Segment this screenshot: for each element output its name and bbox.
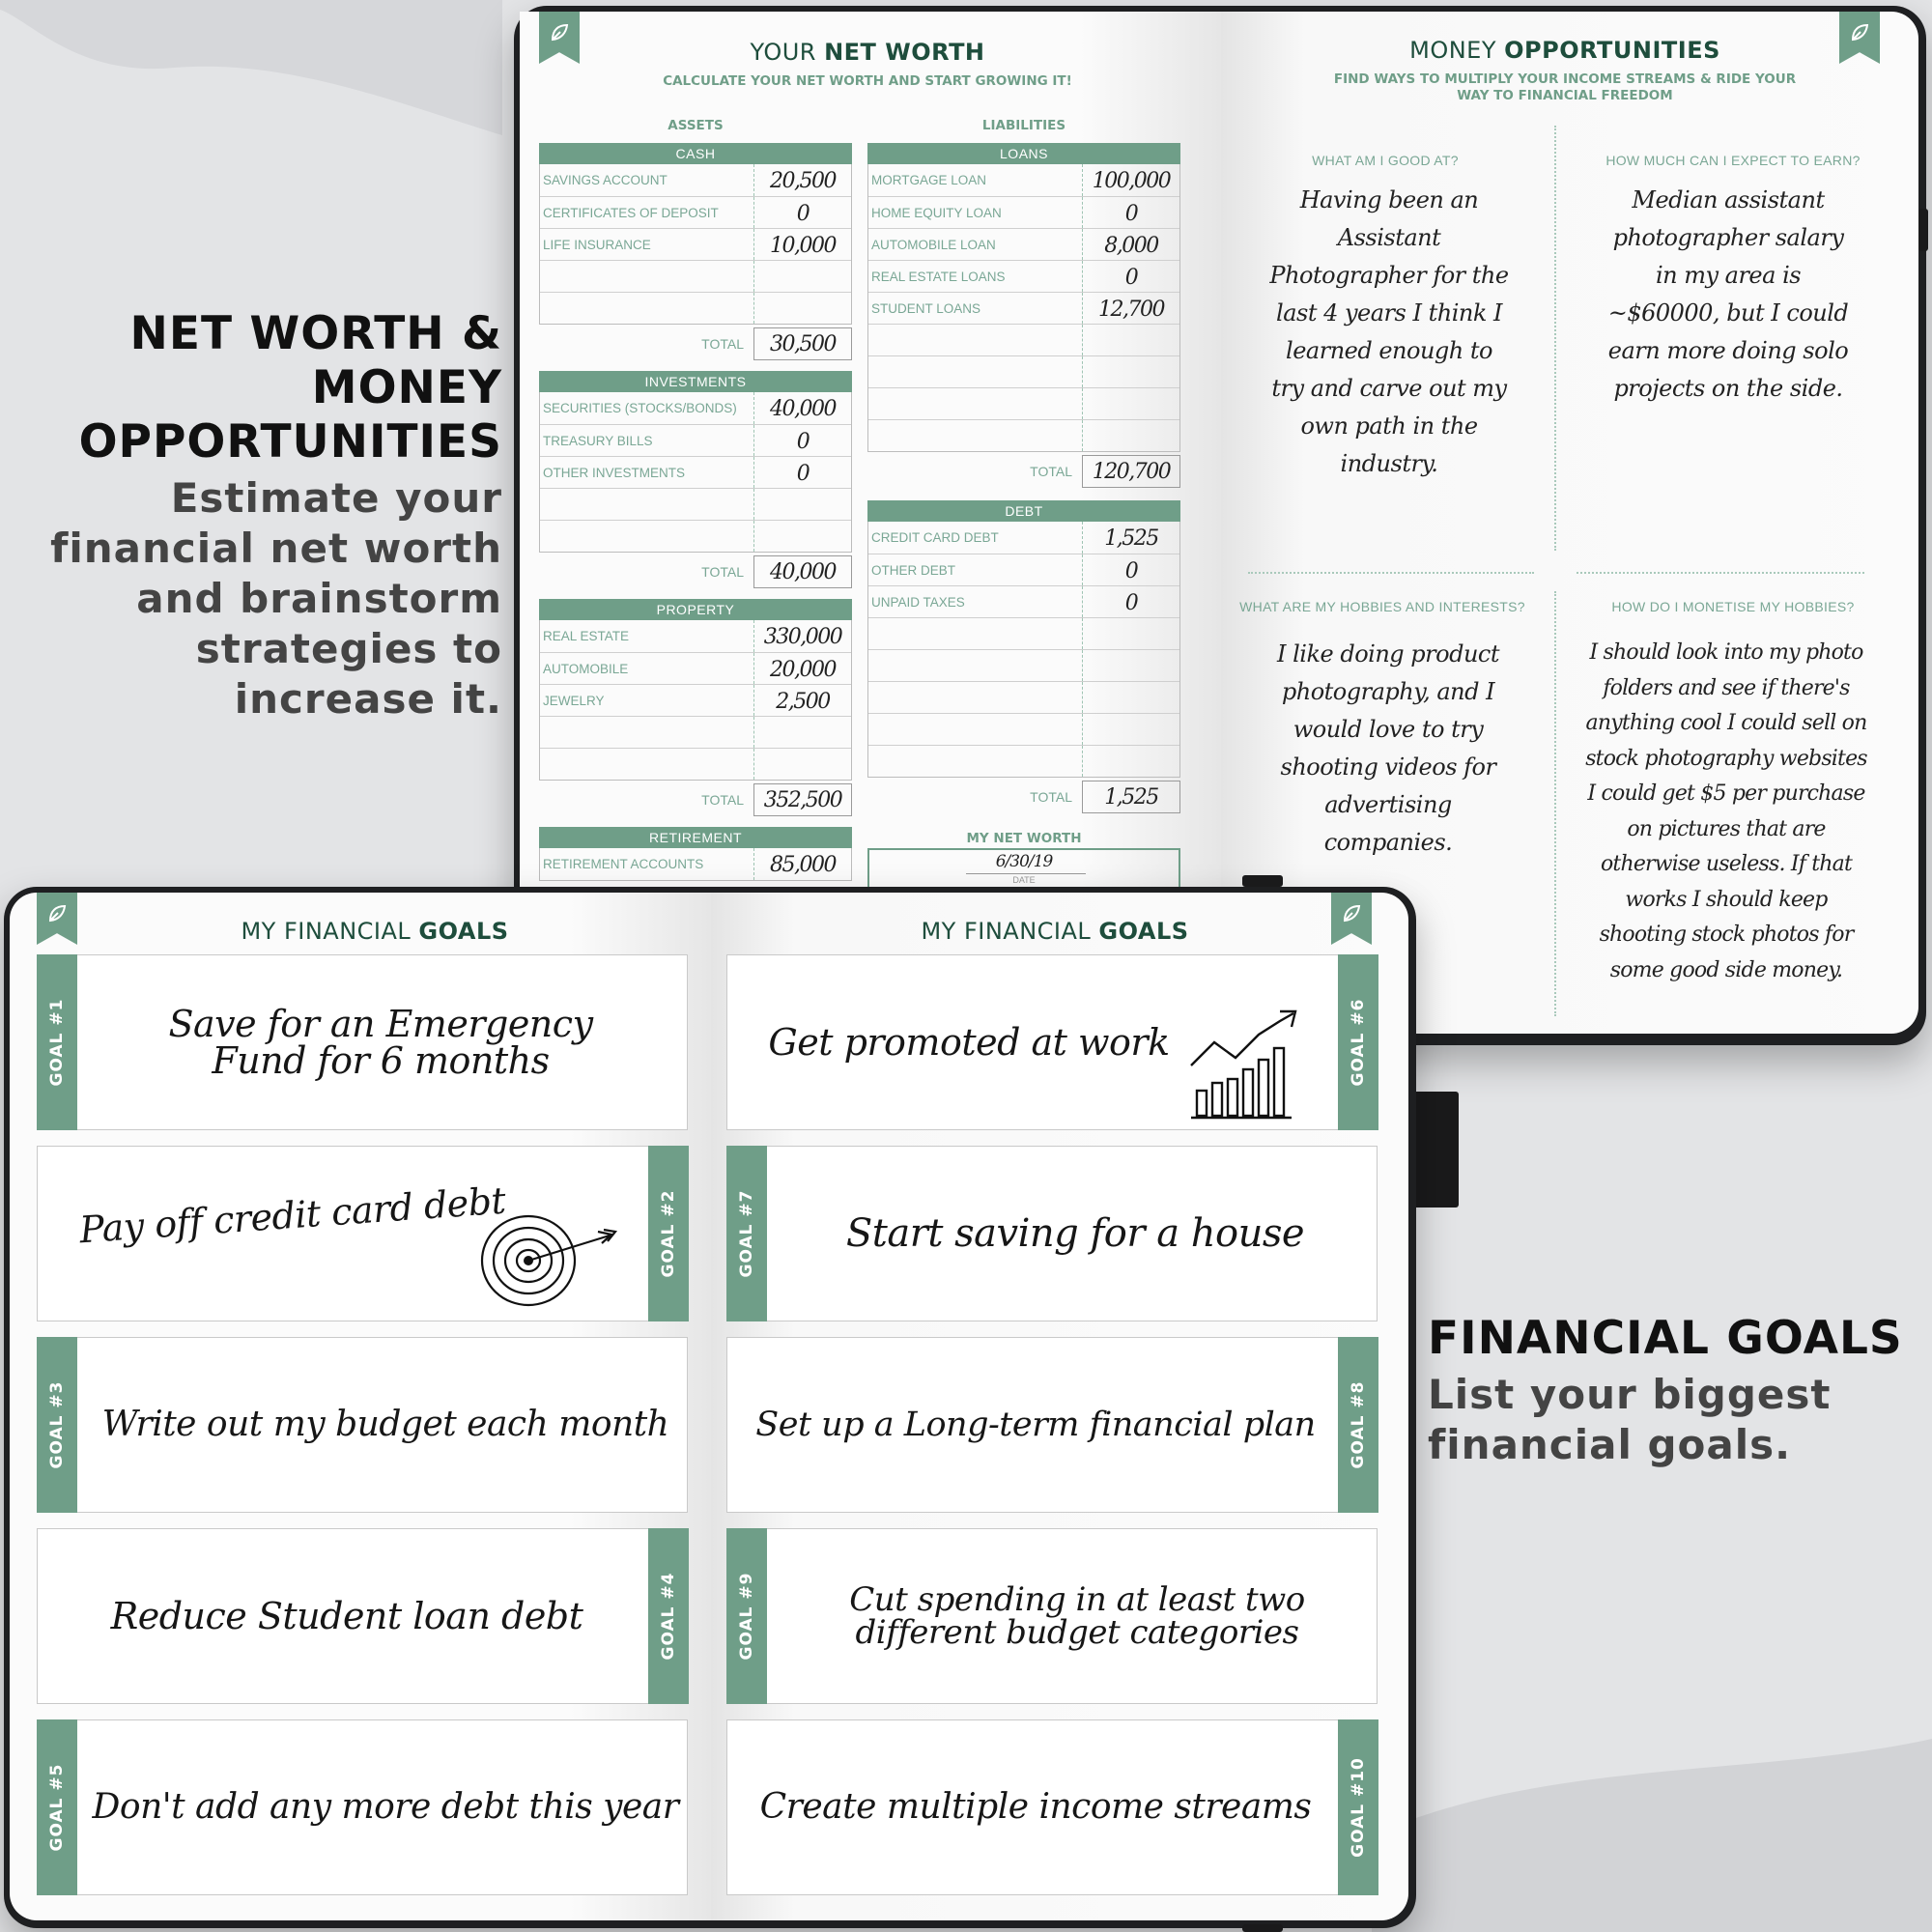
row-label (540, 489, 754, 520)
goal-text-1: Save for an Emergency Fund for 6 months (168, 1003, 593, 1082)
loans-total (867, 455, 1180, 488)
total-label: TOTAL (701, 792, 744, 808)
table-row (868, 522, 1179, 554)
total-label: TOTAL (701, 564, 744, 580)
table-row (540, 228, 851, 260)
row-label: OTHER DEBT (868, 554, 1083, 585)
goal-tag-5 (37, 1719, 77, 1895)
row-label: UNPAID TAXES (868, 586, 1083, 617)
goals-title-bold: GOALS (418, 918, 509, 945)
row-label: STUDENT LOANS (868, 293, 1083, 324)
goal-text-7: Start saving for a house (845, 1211, 1305, 1256)
liabilities-heading: LIABILITIES (981, 118, 1066, 133)
goal-text-4: Reduce Student loan debt (110, 1595, 583, 1637)
table-row (868, 324, 1179, 355)
divider-vertical-top (1554, 126, 1556, 551)
row-label (868, 356, 1083, 387)
row-label (868, 325, 1083, 355)
table-row (868, 681, 1179, 713)
table-row (540, 164, 851, 196)
row-value[interactable] (754, 489, 851, 520)
goal-tag-label: GOAL #7 (736, 1189, 756, 1277)
row-label (868, 714, 1083, 745)
total-value[interactable]: 30,500 (753, 327, 852, 360)
row-value[interactable]: 0 (796, 430, 810, 454)
row-label: JEWELRY (540, 685, 754, 716)
row-label: LIFE INSURANCE (540, 229, 754, 260)
goal-tag-3 (37, 1337, 77, 1513)
promo-financial-goals (1428, 1312, 1920, 1470)
table-row (540, 684, 851, 716)
total-value[interactable]: 1,525 (1082, 781, 1180, 813)
goal-text-5: Don't add any more debt this year (92, 1787, 679, 1827)
retirement-header: RETIREMENT (539, 827, 852, 848)
row-label (868, 650, 1083, 681)
table-row (868, 355, 1179, 387)
row-value[interactable] (754, 717, 851, 748)
answer-expected-earnings: Median assistant photographer salary in my area is ~$60000, but I could earn more doing solo projects on the side. (1607, 186, 1849, 402)
opportunities-subtitle: FIND WAYS TO MULTIPLY YOUR INCOME STREAMS & RIDE YOUR WAY TO FINANCIAL FREEDOM (1333, 71, 1797, 103)
table-row (868, 617, 1179, 649)
elastic-band (1918, 209, 1928, 251)
money-opportunities-page (1221, 12, 1918, 1034)
goal-tag-label: GOAL #6 (1348, 998, 1368, 1086)
goal-tag-8 (1338, 1337, 1378, 1513)
opportunities-title (1221, 37, 1909, 64)
question-monetise: HOW DO I MONETISE MY HOBBIES? (1611, 599, 1855, 614)
row-value[interactable]: 0 (1124, 266, 1138, 290)
row-value[interactable] (1083, 650, 1179, 681)
goal-tag-label: GOAL #1 (46, 998, 67, 1086)
total-label: TOTAL (1030, 789, 1072, 805)
goal-text-8: Set up a Long-term financial plan (755, 1405, 1316, 1444)
goal-card-10 (726, 1719, 1378, 1895)
row-label: HOME EQUITY LOAN (868, 197, 1083, 228)
table-row (540, 520, 851, 552)
goals-title-bold: GOALS (1098, 918, 1189, 945)
retirement-rows (539, 848, 852, 881)
property-total (539, 783, 852, 816)
cash-table (539, 143, 852, 360)
opportunities-title-plain: MONEY (1409, 37, 1505, 64)
row-value[interactable] (754, 749, 851, 780)
goal-tag-7 (726, 1146, 767, 1321)
row-label: OTHER INVESTMENTS (540, 457, 754, 488)
table-row (540, 392, 851, 424)
cash-rows (539, 164, 852, 325)
row-value[interactable] (754, 293, 851, 324)
goal-card-7 (726, 1146, 1378, 1321)
debt-rows (867, 522, 1180, 778)
goal-tag-2 (648, 1146, 689, 1321)
table-row (868, 228, 1179, 260)
table-row (868, 419, 1179, 451)
bookmark-ribbon (1412, 1092, 1459, 1208)
promo-goals-subtitle: List your biggest financial goals. (1428, 1371, 1832, 1468)
table-row (540, 292, 851, 324)
date-underline (966, 873, 1086, 874)
total-value[interactable]: 120,700 (1082, 455, 1180, 488)
assets-heading: ASSETS (668, 118, 724, 133)
row-value[interactable] (1083, 325, 1179, 355)
table-row (540, 424, 851, 456)
table-row (868, 164, 1179, 196)
growth-chart-icon (1187, 1006, 1303, 1122)
goal-tag-label: GOAL #9 (736, 1572, 756, 1660)
row-value[interactable]: 12,700 (1098, 298, 1164, 322)
row-value[interactable]: 8,000 (1104, 234, 1158, 258)
row-value[interactable]: 0 (796, 462, 810, 486)
goal-card-3 (37, 1337, 688, 1513)
net-worth-title-plain: YOUR (750, 39, 825, 66)
goal-tag-label: GOAL #8 (1348, 1380, 1368, 1468)
row-label (868, 618, 1083, 649)
goal-text-6: Get promoted at work (768, 1021, 1170, 1064)
elastic-band (1242, 1924, 1283, 1932)
row-label: SECURITIES (STOCKS/BONDS) (540, 392, 754, 424)
target-arrow-icon (478, 1207, 623, 1313)
row-label (868, 420, 1083, 451)
row-value[interactable] (754, 521, 851, 552)
row-value[interactable]: 20,500 (770, 169, 836, 193)
row-value[interactable] (1083, 420, 1179, 451)
table-row (868, 292, 1179, 324)
table-row (540, 260, 851, 292)
row-label: REAL ESTATE LOANS (868, 261, 1083, 292)
investments-table (539, 371, 852, 588)
table-row (868, 745, 1179, 777)
row-value[interactable]: 10,000 (770, 234, 836, 258)
divider-vertical-bottom (1554, 591, 1556, 1016)
goals-title-plain: MY FINANCIAL (241, 918, 419, 945)
goal-tag-1 (37, 954, 77, 1130)
loans-rows (867, 164, 1180, 452)
table-row (540, 620, 851, 652)
elastic-band (1242, 875, 1283, 887)
row-value[interactable]: 330,000 (763, 625, 842, 649)
row-label: TREASURY BILLS (540, 425, 754, 456)
row-label (540, 521, 754, 552)
loans-table (867, 143, 1180, 488)
goal-text-10: Create multiple income streams (759, 1787, 1312, 1827)
row-label: CREDIT CARD DEBT (868, 522, 1083, 554)
promo-net-worth (29, 307, 502, 724)
row-value[interactable] (1083, 356, 1179, 387)
row-label (540, 749, 754, 780)
row-label (540, 261, 754, 292)
answer-good-at: Having been an Assistant Photographer for the last 4 years I think I learned enough to try and carve out my own path in the industry. (1269, 186, 1509, 477)
row-value[interactable]: 0 (1124, 202, 1138, 226)
divider-horizontal-left (1248, 572, 1534, 574)
row-value[interactable] (1083, 388, 1179, 419)
table-row (540, 748, 851, 780)
goal-tag-label: GOAL #3 (46, 1380, 67, 1468)
goal-card-1 (37, 954, 688, 1130)
table-row (868, 260, 1179, 292)
property-header: PROPERTY (539, 599, 852, 620)
goal-card-4 (37, 1528, 688, 1704)
table-row (540, 456, 851, 488)
row-label (868, 746, 1083, 777)
net-worth-title (520, 39, 1215, 66)
row-label: AUTOMOBILE (540, 653, 754, 684)
question-hobbies: WHAT ARE MY HOBBIES AND INTERESTS? (1239, 599, 1525, 614)
net-worth-title-bold: NET WORTH (824, 39, 985, 66)
table-row (540, 488, 851, 520)
row-value[interactable]: 0 (796, 202, 810, 226)
cash-total (539, 327, 852, 360)
goal-tag-label: GOAL #4 (658, 1572, 678, 1660)
row-label: CERTIFICATES OF DEPOSIT (540, 197, 754, 228)
answer-monetise: I should look into my photo folders and see if there's anything cool I could sell on stock photography websites I could get $5 per purchase on pictures that are otherwise useless. If that works I should keep shooting stock photos for some good side money. (1585, 640, 1867, 982)
row-value[interactable]: 100,000 (1092, 169, 1171, 193)
table-row (540, 652, 851, 684)
loans-header: LOANS (867, 143, 1180, 164)
retirement-table (539, 827, 852, 881)
table-row (868, 387, 1179, 419)
net-worth-date: 6/30/19 (995, 852, 1053, 871)
table-row (868, 585, 1179, 617)
goals-title-right (711, 918, 1399, 945)
row-label (868, 682, 1083, 713)
goal-tag-9 (726, 1528, 767, 1704)
row-value[interactable]: 1,525 (1104, 526, 1158, 551)
debt-total (867, 781, 1180, 813)
row-value[interactable]: 40,000 (770, 397, 836, 421)
answer-hobbies: I like doing product photography, and I would love to try shooting videos for advertising companies. (1277, 640, 1499, 856)
investments-rows (539, 392, 852, 553)
goal-tag-4 (648, 1528, 689, 1704)
row-label (540, 717, 754, 748)
goal-tag-10 (1338, 1719, 1378, 1895)
row-value[interactable] (1083, 682, 1179, 713)
table-row (868, 554, 1179, 585)
table-row (868, 649, 1179, 681)
investments-header: INVESTMENTS (539, 371, 852, 392)
row-label: MORTGAGE LOAN (868, 164, 1083, 196)
row-label: RETIREMENT ACCOUNTS (540, 848, 754, 880)
property-rows (539, 620, 852, 781)
goal-tag-6 (1338, 954, 1378, 1130)
total-label: TOTAL (701, 336, 744, 352)
promo-net-worth-subtitle: Estimate your financial net worth and brainstorm strategies to increase it. (50, 474, 502, 723)
table-row (540, 848, 851, 880)
row-value[interactable]: 0 (1124, 559, 1138, 583)
goal-card-2 (37, 1146, 688, 1321)
total-value[interactable]: 40,000 (753, 555, 852, 588)
goal-card-9 (726, 1528, 1378, 1704)
row-label: AUTOMOBILE LOAN (868, 229, 1083, 260)
goals-title-left (29, 918, 711, 945)
net-worth-date-label: DATE (1012, 875, 1036, 885)
total-value[interactable]: 352,500 (753, 783, 852, 816)
divider-horizontal-right (1577, 572, 1864, 574)
table-row (540, 196, 851, 228)
row-label: REAL ESTATE (540, 620, 754, 652)
net-worth-page (520, 12, 1221, 900)
goal-card-6 (726, 954, 1378, 1130)
table-row (868, 713, 1179, 745)
net-worth-subtitle: CALCULATE YOUR NET WORTH AND START GROWING IT! (663, 73, 1072, 89)
investments-total (539, 555, 852, 588)
row-value[interactable] (1083, 746, 1179, 777)
row-value[interactable] (1083, 714, 1179, 745)
table-row (540, 716, 851, 748)
goal-text-3: Write out my budget each month (101, 1405, 669, 1444)
goal-tag-label: GOAL #10 (1348, 1756, 1368, 1858)
cash-header: CASH (539, 143, 852, 164)
property-table (539, 599, 852, 816)
debt-header: DEBT (867, 500, 1180, 522)
promo-net-worth-title: NET WORTH & MONEY OPPORTUNITIES (78, 307, 502, 469)
row-value[interactable]: 2,500 (776, 690, 830, 714)
question-good-at: WHAT AM I GOOD AT? (1312, 153, 1459, 168)
row-label (868, 388, 1083, 419)
row-value[interactable] (754, 261, 851, 292)
goal-text-9: Cut spending in at least two different budget categories (849, 1580, 1305, 1652)
opportunities-title-bold: OPPORTUNITIES (1504, 37, 1720, 64)
table-row (868, 196, 1179, 228)
goal-card-5 (37, 1719, 688, 1895)
row-value[interactable] (1083, 618, 1179, 649)
my-net-worth-heading: MY NET WORTH (966, 831, 1082, 846)
goal-text-2: Pay off credit card debt (77, 1179, 507, 1252)
total-label: TOTAL (1030, 464, 1072, 479)
debt-table (867, 500, 1180, 813)
goal-tag-label: GOAL #5 (46, 1763, 67, 1851)
goal-card-8 (726, 1337, 1378, 1513)
row-value[interactable]: 0 (1124, 591, 1138, 615)
goals-title-plain: MY FINANCIAL (921, 918, 1099, 945)
row-value[interactable]: 20,000 (770, 658, 836, 682)
row-value[interactable]: 85,000 (770, 853, 836, 877)
row-label: SAVINGS ACCOUNT (540, 164, 754, 196)
row-label (540, 293, 754, 324)
goal-tag-label: GOAL #2 (658, 1189, 678, 1277)
question-expected-earnings: HOW MUCH CAN I EXPECT TO EARN? (1605, 153, 1861, 168)
promo-goals-title: FINANCIAL GOALS (1428, 1312, 1903, 1365)
